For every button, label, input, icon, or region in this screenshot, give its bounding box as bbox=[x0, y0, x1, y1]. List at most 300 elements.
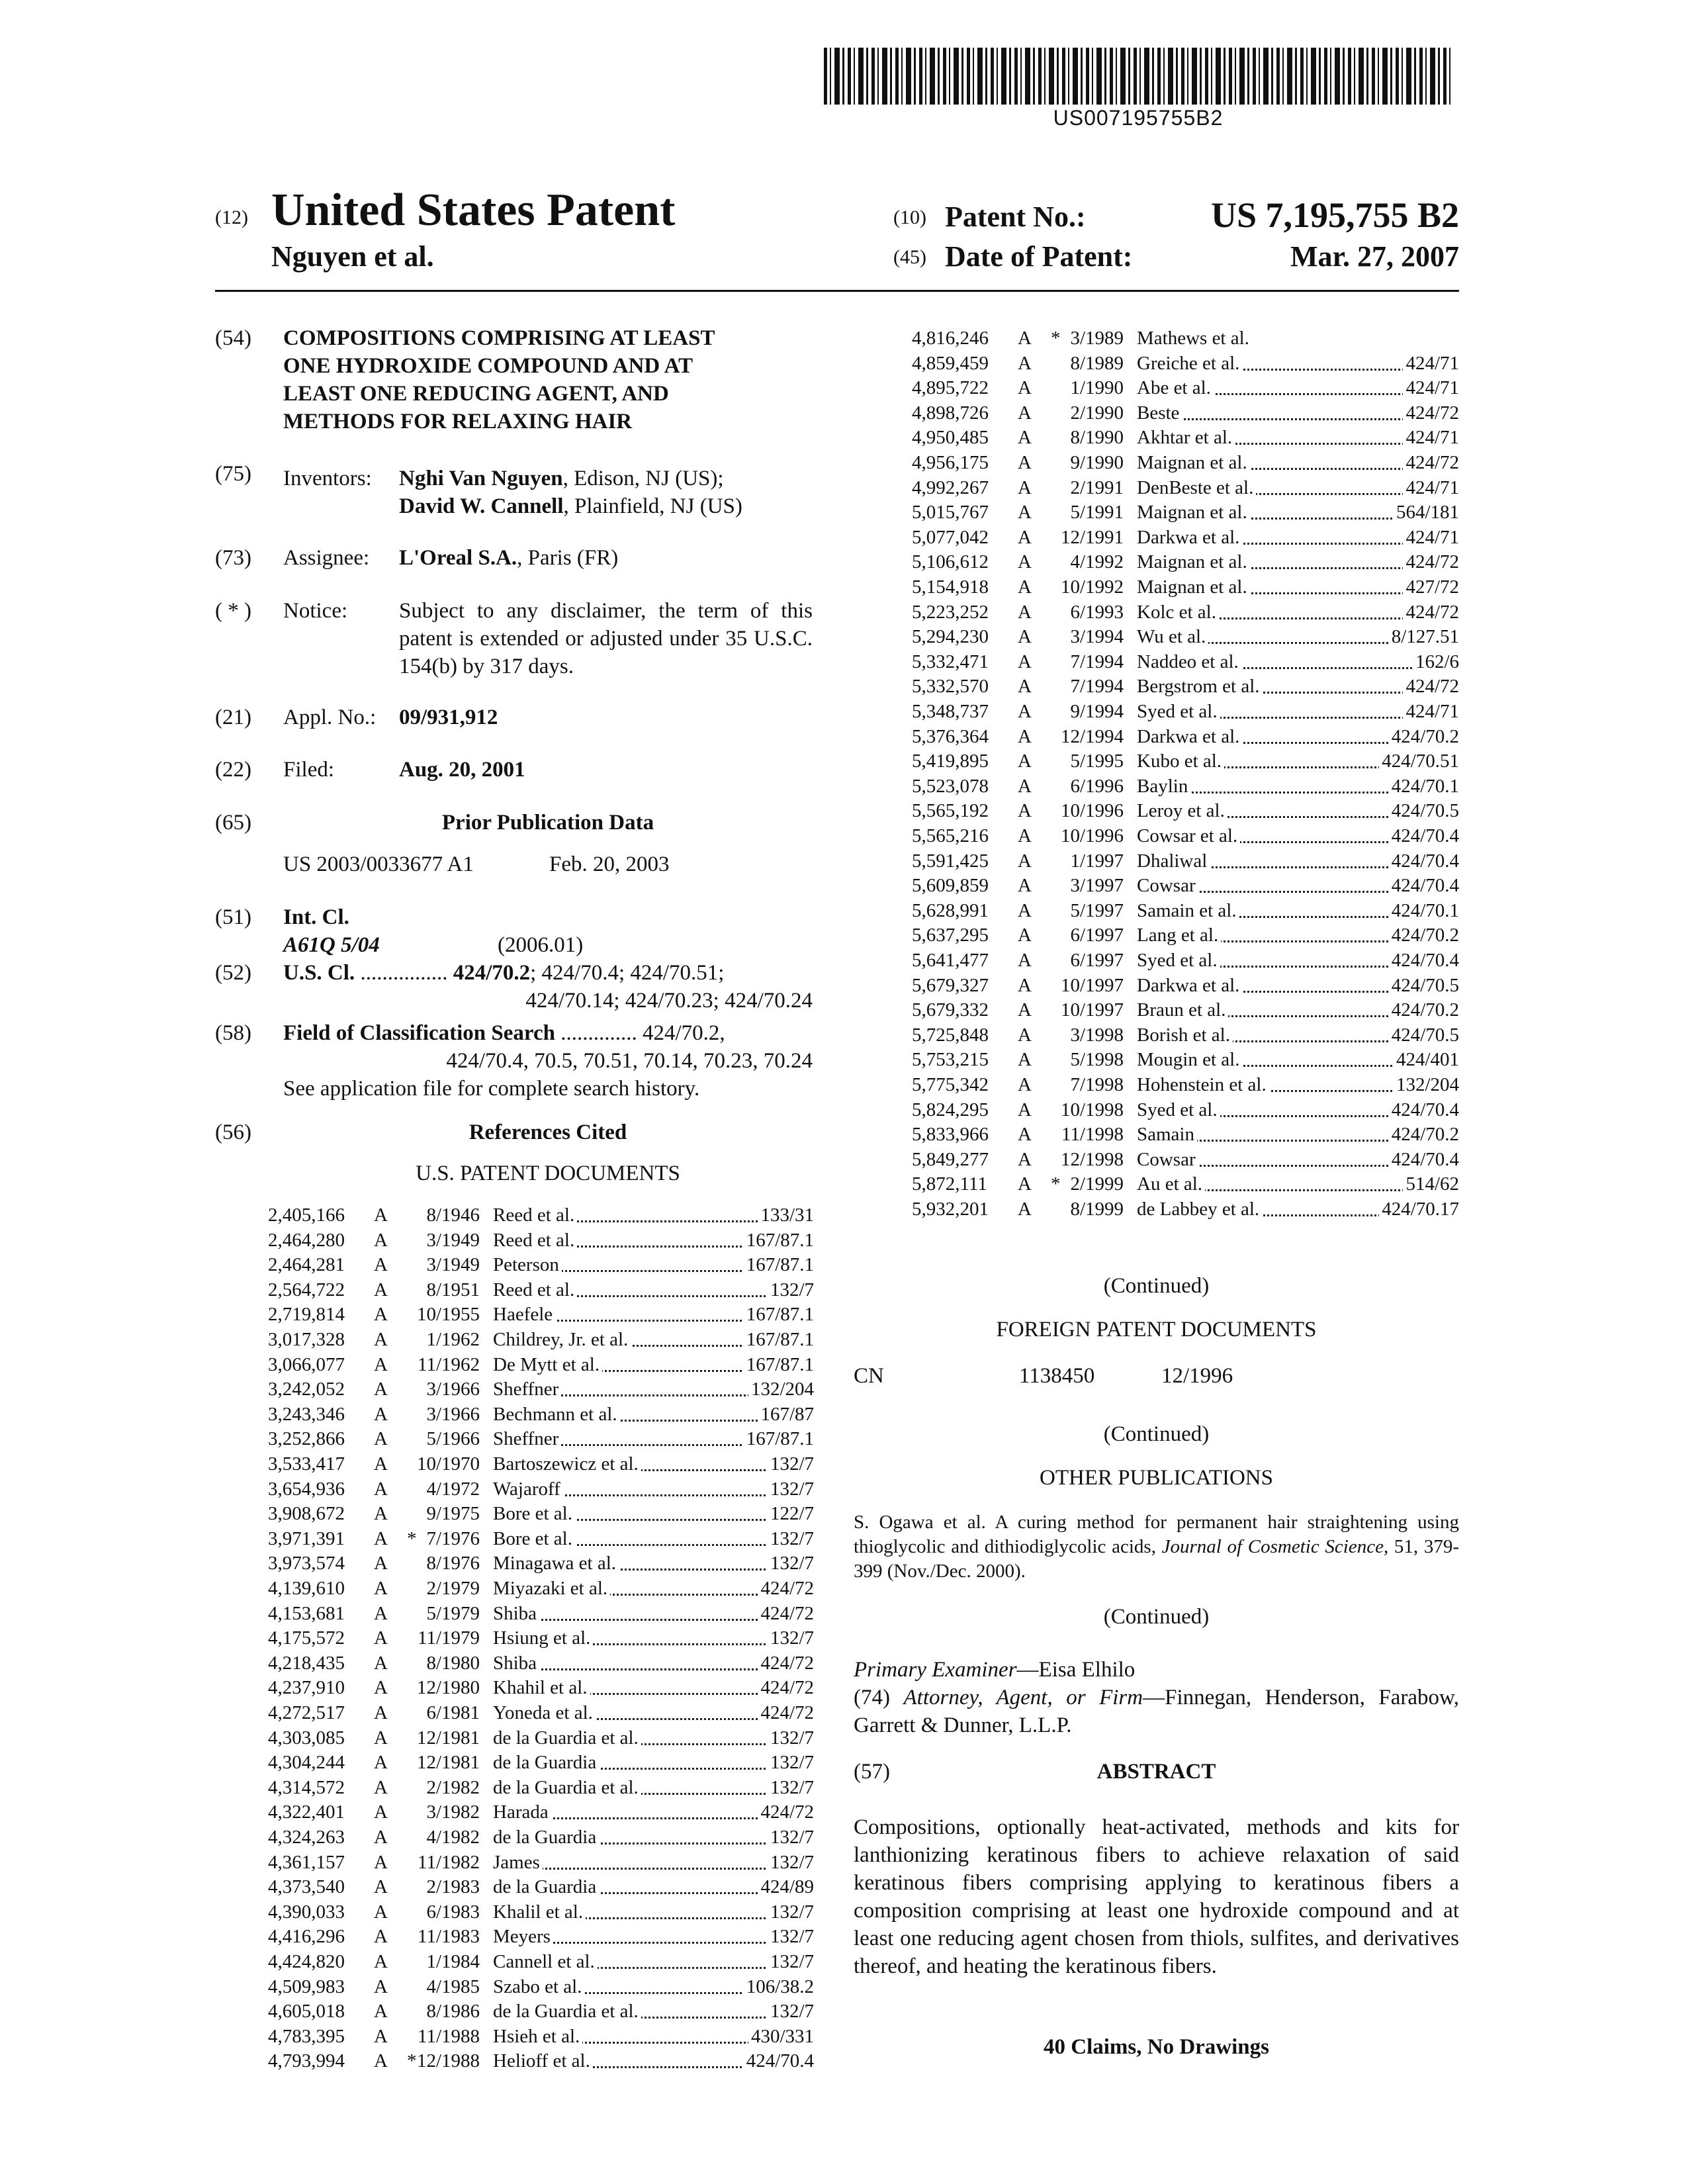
reference-name-cell bbox=[493, 1203, 814, 1228]
reference-row bbox=[268, 1900, 814, 1925]
reference-inventor: Shiba bbox=[493, 1603, 539, 1624]
reference-date: 7/1998 bbox=[1070, 1074, 1124, 1095]
reference-class: 424/70.5 bbox=[1389, 799, 1459, 823]
inventors-label: Inventors: bbox=[283, 467, 372, 490]
reference-row bbox=[268, 1651, 814, 1676]
reference-inventor: Wajaroff bbox=[493, 1479, 563, 1500]
reference-name-cell bbox=[493, 1651, 814, 1676]
reference-name-cell bbox=[1137, 451, 1459, 475]
reference-inventor: Samain bbox=[1137, 1124, 1197, 1145]
reference-name-cell bbox=[1137, 1122, 1459, 1147]
continued-pubs[interactable]: (Continued) bbox=[1103, 1605, 1210, 1629]
reference-kind: A bbox=[374, 1453, 388, 1475]
filed-date: Aug. 20, 2001 bbox=[399, 758, 525, 782]
reference-row bbox=[268, 1800, 814, 1825]
reference-row bbox=[268, 1452, 814, 1477]
reference-row bbox=[268, 1825, 814, 1850]
reference-date: 10/1970 bbox=[416, 1453, 480, 1475]
attorney-code: (74) bbox=[854, 1686, 890, 1709]
foreign-docs-heading: FOREIGN PATENT DOCUMENTS bbox=[996, 1318, 1317, 1342]
reference-number: 4,956,175 bbox=[912, 452, 989, 473]
reference-class: 424/71 bbox=[1403, 525, 1459, 550]
reference-row bbox=[912, 998, 1459, 1023]
reference-row bbox=[268, 1302, 814, 1327]
reference-kind: A bbox=[374, 1851, 388, 1873]
reference-name-cell bbox=[1137, 824, 1459, 848]
us-patent-references-right bbox=[912, 326, 1459, 1220]
reference-inventor: Maignan et al. bbox=[1137, 551, 1250, 572]
reference-inventor: Bore et al. bbox=[493, 1503, 575, 1524]
reference-kind: A bbox=[374, 1926, 388, 1948]
reference-number: 5,824,295 bbox=[912, 1099, 989, 1120]
reference-date: 6/1983 bbox=[426, 1901, 480, 1923]
reference-number: 4,304,244 bbox=[268, 1752, 345, 1774]
reference-kind: A bbox=[374, 1776, 388, 1798]
reference-class: 132/7 bbox=[768, 1999, 814, 2024]
appl-label: Appl. No.: bbox=[283, 705, 377, 729]
reference-number: 4,898,726 bbox=[912, 402, 989, 424]
reference-row bbox=[912, 600, 1459, 625]
reference-date: 7/1976 bbox=[426, 1527, 480, 1549]
reference-row bbox=[912, 525, 1459, 550]
reference-date: 2/1979 bbox=[426, 1578, 480, 1599]
reference-name-cell bbox=[1137, 948, 1459, 973]
reference-row bbox=[912, 674, 1459, 699]
field-label: Field of Classification Search bbox=[283, 1021, 555, 1045]
uscl-code: (52) bbox=[215, 961, 251, 985]
reference-class: 424/71 bbox=[1403, 476, 1459, 500]
reference-date: 8/1999 bbox=[1070, 1199, 1124, 1220]
reference-row bbox=[268, 1228, 814, 1253]
reference-name-cell bbox=[1137, 1197, 1459, 1222]
reference-kind: A bbox=[374, 1279, 388, 1300]
reference-inventor: Baylin bbox=[1137, 776, 1190, 797]
reference-date: 1/1962 bbox=[426, 1329, 480, 1350]
reference-date: 8/1989 bbox=[1070, 352, 1124, 374]
reference-row bbox=[912, 426, 1459, 450]
reference-name-cell bbox=[1137, 674, 1459, 699]
reference-class: 132/7 bbox=[768, 1751, 814, 1775]
reference-kind: A bbox=[1018, 974, 1032, 996]
reference-date: 3/1949 bbox=[426, 1229, 480, 1251]
reference-row bbox=[268, 1676, 814, 1700]
reference-date: 2/1991 bbox=[1070, 477, 1124, 498]
reference-inventor: Maignan et al. bbox=[1137, 502, 1250, 523]
reference-number: 4,390,033 bbox=[268, 1901, 345, 1923]
refs-heading: References Cited bbox=[468, 1120, 627, 1144]
reference-inventor: Lang et al. bbox=[1137, 925, 1221, 946]
reference-date: 8/1976 bbox=[426, 1553, 480, 1574]
reference-name-cell bbox=[1137, 1073, 1459, 1097]
reference-name-cell bbox=[493, 2025, 814, 2049]
reference-name-cell bbox=[493, 1776, 814, 1800]
reference-kind: A bbox=[1018, 1124, 1032, 1146]
reference-inventor: Haefele bbox=[493, 1304, 555, 1325]
reference-kind: A bbox=[374, 1379, 388, 1400]
reference-date: 11/1982 bbox=[418, 1851, 480, 1873]
reference-row bbox=[912, 1048, 1459, 1072]
prior-pub-heading: Prior Publication Data bbox=[441, 811, 654, 835]
reference-kind: A bbox=[374, 1205, 388, 1226]
reference-date: 12/1991 bbox=[1060, 526, 1124, 548]
reference-number: 5,154,918 bbox=[912, 576, 989, 598]
reference-class: 162/6 bbox=[1413, 650, 1459, 674]
reference-kind: A bbox=[1018, 1173, 1032, 1195]
inventors bbox=[399, 465, 823, 520]
reference-number: 4,139,610 bbox=[268, 1578, 345, 1599]
reference-kind: A bbox=[374, 1353, 388, 1375]
reference-inventor: Bergstrom et al. bbox=[1137, 676, 1263, 697]
assignee-code: (73) bbox=[215, 546, 251, 570]
reference-row bbox=[912, 874, 1459, 898]
reference-name-cell bbox=[493, 1228, 814, 1253]
reference-row bbox=[912, 849, 1459, 874]
title-line: LEAST ONE REDUCING AGENT, AND bbox=[283, 382, 669, 406]
reference-kind: A bbox=[374, 1627, 388, 1649]
reference-number: 3,243,346 bbox=[268, 1403, 345, 1425]
reference-number: 5,523,078 bbox=[912, 775, 989, 797]
reference-name-cell bbox=[1137, 1023, 1459, 1048]
reference-kind: A bbox=[1018, 800, 1032, 822]
reference-kind: A bbox=[1018, 328, 1032, 349]
reference-date: 2/1983 bbox=[426, 1876, 480, 1898]
reference-row bbox=[912, 451, 1459, 475]
reference-name-cell bbox=[1137, 774, 1459, 799]
reference-name-cell bbox=[1137, 1048, 1459, 1072]
assignee-label: Assignee: bbox=[283, 546, 370, 570]
reference-class: 424/70.2 bbox=[1389, 998, 1459, 1023]
reference-inventor: Maignan et al. bbox=[1137, 452, 1250, 473]
reference-class: 167/87.1 bbox=[744, 1228, 814, 1253]
reference-date: 10/1997 bbox=[1060, 999, 1124, 1021]
other-pubs-heading: OTHER PUBLICATIONS bbox=[1040, 1466, 1273, 1490]
reference-class: 132/7 bbox=[768, 1278, 814, 1302]
reference-number: 3,252,866 bbox=[268, 1428, 345, 1450]
reference-date: 1/1997 bbox=[1070, 850, 1124, 872]
reference-number: 4,783,395 bbox=[268, 2025, 345, 2047]
reference-name-cell bbox=[493, 1328, 814, 1352]
primary-examiner bbox=[854, 1656, 1135, 1684]
reference-date: 9/1975 bbox=[426, 1503, 480, 1525]
continued-us-refs[interactable]: (Continued) bbox=[1103, 1274, 1210, 1298]
reference-name-cell bbox=[493, 1551, 814, 1576]
uscl-dots: ................ bbox=[360, 961, 448, 985]
reference-row bbox=[268, 1875, 814, 1899]
reference-kind: A bbox=[374, 1503, 388, 1525]
reference-inventor: Hsieh et al. bbox=[493, 2026, 582, 2047]
reference-name-cell bbox=[1137, 550, 1459, 574]
reference-inventor: Shiba bbox=[493, 1653, 539, 1674]
prior-pub-number: US 2003/0033677 A1 bbox=[283, 852, 474, 876]
reference-number: 4,509,983 bbox=[268, 1976, 345, 1997]
reference-inventor: DenBeste et al. bbox=[1137, 477, 1256, 498]
title-line: COMPOSITIONS COMPRISING AT LEAST bbox=[283, 326, 715, 350]
reference-inventor: Sheffner bbox=[493, 1428, 561, 1449]
reference-number: 5,223,252 bbox=[912, 601, 989, 623]
reference-inventor: Greiche et al. bbox=[1137, 353, 1242, 374]
reference-kind: A bbox=[374, 1553, 388, 1574]
reference-number: 5,628,991 bbox=[912, 899, 989, 921]
reference-kind: A bbox=[374, 1403, 388, 1425]
patent-no-label: Patent No.: bbox=[945, 201, 1086, 233]
reference-row bbox=[912, 824, 1459, 848]
reference-number: 3,017,328 bbox=[268, 1329, 345, 1350]
reference-name-cell bbox=[1137, 923, 1459, 948]
appl-number: 09/931,912 bbox=[399, 705, 498, 729]
reference-class: 132/7 bbox=[768, 1551, 814, 1576]
reference-name-cell bbox=[493, 1825, 814, 1850]
reference-inventor: Darkwa et al. bbox=[1137, 527, 1242, 548]
reference-inventor: Samain et al. bbox=[1137, 900, 1239, 921]
reference-kind: A bbox=[1018, 551, 1032, 573]
reference-kind: A bbox=[374, 1801, 388, 1823]
reference-date: 9/1990 bbox=[1070, 452, 1124, 473]
reference-class: 424/70.1 bbox=[1389, 774, 1459, 799]
field-value: 424/70.2, bbox=[642, 1021, 725, 1045]
reference-row bbox=[912, 1023, 1459, 1048]
reference-kind: A bbox=[1018, 427, 1032, 449]
reference-name-cell bbox=[1137, 725, 1459, 749]
reference-name-cell bbox=[493, 1800, 814, 1825]
reference-name-cell bbox=[1137, 650, 1459, 674]
reference-inventor: Szabo et al. bbox=[493, 1976, 584, 1997]
reference-kind: A bbox=[1018, 452, 1032, 473]
reference-class: 106/38.2 bbox=[744, 1975, 814, 1999]
reference-number: 4,895,722 bbox=[912, 377, 989, 399]
reference-kind: A bbox=[1018, 850, 1032, 872]
reference-kind: A bbox=[374, 1578, 388, 1599]
reference-name-cell bbox=[1137, 1148, 1459, 1172]
reference-row bbox=[912, 948, 1459, 973]
reference-kind: A bbox=[374, 1254, 388, 1276]
reference-date: 5/1998 bbox=[1070, 1049, 1124, 1071]
reference-row bbox=[268, 1576, 814, 1601]
reference-number: 5,775,342 bbox=[912, 1074, 989, 1095]
reference-number: 5,591,425 bbox=[912, 850, 989, 872]
reference-kind: A bbox=[374, 1901, 388, 1923]
reference-class: 424/71 bbox=[1403, 351, 1459, 376]
reference-class: 132/7 bbox=[768, 1452, 814, 1477]
reference-number: 2,464,280 bbox=[268, 1229, 345, 1251]
reference-class: 424/70.2 bbox=[1389, 725, 1459, 749]
reference-class: 424/72 bbox=[758, 1602, 814, 1626]
reference-date: 6/1993 bbox=[1070, 601, 1124, 623]
reference-kind: A bbox=[374, 1727, 388, 1749]
reference-row bbox=[912, 326, 1459, 351]
reference-kind: A bbox=[374, 1752, 388, 1774]
reference-row bbox=[912, 625, 1459, 649]
reference-kind: A bbox=[1018, 950, 1032, 971]
reference-class: 132/7 bbox=[768, 1527, 814, 1551]
reference-kind: A bbox=[1018, 576, 1032, 598]
reference-number: 5,348,737 bbox=[912, 701, 989, 722]
reference-row bbox=[912, 1098, 1459, 1122]
reference-name-cell bbox=[1137, 500, 1459, 525]
reference-date: 6/1997 bbox=[1070, 950, 1124, 971]
reference-inventor: Bore et al. bbox=[493, 1528, 575, 1549]
reference-date: 3/1982 bbox=[426, 1801, 480, 1823]
reference-kind: A bbox=[374, 1329, 388, 1350]
reference-kind: A bbox=[1018, 601, 1032, 623]
reference-date: 10/1992 bbox=[1060, 576, 1124, 598]
reference-date: 11/1962 bbox=[418, 1353, 480, 1375]
reference-number: 4,324,263 bbox=[268, 1827, 345, 1848]
reference-kind: A bbox=[1018, 751, 1032, 772]
reference-class: 132/7 bbox=[768, 1825, 814, 1850]
reference-inventor: de Labbey et al. bbox=[1137, 1199, 1262, 1220]
inventor-location: , Edison, NJ (US); bbox=[562, 467, 724, 490]
reference-kind: A bbox=[1018, 925, 1032, 946]
reference-date: 11/1988 bbox=[418, 2025, 480, 2047]
reference-number: 4,605,018 bbox=[268, 2001, 345, 2023]
uscl-rest-2: 424/70.14; 424/70.23; 424/70.24 bbox=[525, 989, 813, 1013]
reference-inventor: Beste bbox=[1137, 402, 1182, 424]
reference-row bbox=[268, 1253, 814, 1277]
reference-inventor: Leroy et al. bbox=[1137, 800, 1227, 821]
reference-date: 8/1980 bbox=[426, 1652, 480, 1674]
reference-date: 3/1998 bbox=[1070, 1024, 1124, 1046]
reference-number: 5,609,859 bbox=[912, 875, 989, 897]
reference-name-cell bbox=[493, 1950, 814, 1974]
reference-number: 4,992,267 bbox=[912, 477, 989, 498]
reference-date: 12/1981 bbox=[416, 1727, 480, 1749]
reference-date: 4/1992 bbox=[1070, 551, 1124, 573]
reference-inventor: Braun et al. bbox=[1137, 999, 1228, 1021]
reference-inventor: Khahil et al. bbox=[493, 1677, 590, 1698]
reference-number: 4,322,401 bbox=[268, 1801, 345, 1823]
reference-date: 10/1996 bbox=[1060, 825, 1124, 846]
reference-kind: A bbox=[1018, 402, 1032, 424]
continued-foreign[interactable]: (Continued) bbox=[1103, 1422, 1210, 1446]
reference-class: 167/87.1 bbox=[744, 1427, 814, 1451]
reference-date: 9/1994 bbox=[1070, 701, 1124, 722]
reference-row bbox=[268, 1203, 814, 1228]
header-code-12: (12) bbox=[215, 206, 248, 228]
reference-date: 12/1998 bbox=[1060, 1148, 1124, 1170]
reference-kind: A bbox=[1018, 477, 1032, 498]
field-dots: .............. bbox=[560, 1021, 637, 1045]
reference-name-cell bbox=[493, 1452, 814, 1477]
authors: Nguyen et al. bbox=[271, 240, 434, 273]
notice-code: ( * ) bbox=[215, 599, 251, 623]
abstract-text: Compositions, optionally heat-activated, methods and kits for lanthionizing keratinous fibers to achieve relaxation of said keratinous fibers comprising applying to keratinous fibers a composition comprising at least one hydroxide compound and at least one reducing agent chosen from thiols, sulfites, and derivatives thereof, and heating the keratinous fibers. bbox=[854, 1815, 1459, 1978]
abstract-code: (57) bbox=[854, 1760, 890, 1784]
reference-class: 424/72 bbox=[1403, 401, 1459, 426]
attorney-label: Attorney, Agent, or Firm bbox=[903, 1686, 1143, 1709]
reference-row bbox=[268, 1701, 814, 1725]
reference-inventor: Wu et al. bbox=[1137, 626, 1208, 647]
reference-name-cell bbox=[1137, 749, 1459, 774]
reference-class: 514/62 bbox=[1403, 1172, 1459, 1197]
reference-kind: A bbox=[1018, 626, 1032, 648]
reference-number: 5,849,277 bbox=[912, 1148, 989, 1170]
reference-date: 6/1981 bbox=[426, 1702, 480, 1723]
header-code-45: (45) bbox=[893, 246, 926, 268]
abstract-heading: ABSTRACT bbox=[1096, 1760, 1216, 1784]
reference-inventor: Hohenstein et al. bbox=[1137, 1074, 1269, 1095]
reference-inventor: Peterson bbox=[493, 1254, 562, 1275]
reference-name-cell bbox=[1137, 351, 1459, 376]
filed-code: (22) bbox=[215, 758, 251, 782]
reference-class: 424/70.4 bbox=[1389, 948, 1459, 973]
reference-kind: A bbox=[374, 1304, 388, 1326]
field-note: See application file for complete search history. bbox=[283, 1077, 700, 1101]
reference-name-cell bbox=[1137, 525, 1459, 550]
reference-number: 5,641,477 bbox=[912, 950, 989, 971]
reference-date: 5/1995 bbox=[1070, 751, 1124, 772]
reference-number: 4,361,157 bbox=[268, 1851, 345, 1873]
prior-pub-date: Feb. 20, 2003 bbox=[549, 852, 670, 876]
reference-inventor: de la Guardia bbox=[493, 1827, 599, 1848]
reference-inventor: Au et al. bbox=[1137, 1173, 1205, 1195]
reference-name-cell bbox=[493, 1626, 814, 1651]
reference-number: 4,303,085 bbox=[268, 1727, 345, 1749]
reference-name-cell bbox=[1137, 426, 1459, 450]
reference-kind: A bbox=[1018, 775, 1032, 797]
reference-date: 3/1997 bbox=[1070, 875, 1124, 897]
reference-date: 6/1997 bbox=[1070, 925, 1124, 946]
publication-text: S. Ogawa et al. A curing method for permanent hair straightening using thioglycolic and dithiodiglycolic acids, bbox=[854, 1512, 1459, 1557]
reference-date: 1/1984 bbox=[426, 1951, 480, 1972]
reference-inventor: Borish et al. bbox=[1137, 1024, 1233, 1046]
reference-class: 424/70.4 bbox=[744, 2049, 814, 2073]
reference-cited-by-examiner: * bbox=[407, 2050, 417, 2072]
field-of-search bbox=[283, 1019, 813, 1047]
reference-inventor: Meyers bbox=[493, 1926, 553, 1947]
reference-date: 4/1972 bbox=[426, 1478, 480, 1500]
reference-kind: A bbox=[374, 1702, 388, 1723]
reference-name-cell bbox=[1137, 874, 1459, 898]
reference-class: 132/204 bbox=[1394, 1073, 1459, 1097]
reference-name-cell bbox=[493, 1676, 814, 1700]
reference-class: 424/70.4 bbox=[1389, 1098, 1459, 1122]
reference-inventor: De Mytt et al. bbox=[493, 1354, 602, 1375]
reference-name-cell bbox=[493, 1477, 814, 1502]
reference-date: 10/1998 bbox=[1060, 1099, 1124, 1120]
reference-inventor: Syed et al. bbox=[1137, 701, 1220, 722]
reference-name-cell bbox=[493, 1278, 814, 1302]
reference-row bbox=[268, 1502, 814, 1526]
reference-class: 424/70.5 bbox=[1389, 974, 1459, 998]
reference-date: 11/1983 bbox=[418, 1926, 480, 1948]
reference-inventor: Reed et al. bbox=[493, 1279, 577, 1300]
field-value-2: 424/70.4, 70.5, 70.51, 70.14, 70.23, 70.24 bbox=[446, 1049, 813, 1073]
reference-row bbox=[912, 774, 1459, 799]
reference-class: 424/70.4 bbox=[1389, 1148, 1459, 1172]
reference-row bbox=[912, 1148, 1459, 1172]
reference-inventor: Minagawa et al. bbox=[493, 1553, 619, 1574]
header-divider bbox=[215, 290, 1459, 292]
reference-row bbox=[268, 1751, 814, 1775]
notice-label: Notice: bbox=[283, 599, 348, 623]
reference-date: 3/1989 bbox=[1070, 328, 1124, 349]
reference-kind: A bbox=[1018, 1199, 1032, 1220]
reference-inventor: Childrey, Jr. et al. bbox=[493, 1329, 631, 1350]
reference-date: 12/1988 bbox=[416, 2050, 480, 2072]
reference-name-cell bbox=[1137, 1172, 1459, 1197]
reference-date: 11/1998 bbox=[1061, 1124, 1124, 1146]
reference-inventor: Hsiung et al. bbox=[493, 1627, 593, 1649]
reference-name-cell bbox=[493, 1602, 814, 1626]
reference-kind: A bbox=[1018, 377, 1032, 399]
reference-cited-by-examiner: * bbox=[407, 1527, 417, 1549]
publication-details: , 51, 379-399 (Nov./Dec. 2000). bbox=[854, 1536, 1459, 1582]
reference-inventor: Darkwa et al. bbox=[1137, 975, 1242, 996]
reference-kind: A bbox=[374, 1602, 388, 1624]
reference-class: 132/204 bbox=[748, 1377, 814, 1402]
reference-class: 132/7 bbox=[768, 1950, 814, 1974]
reference-row bbox=[912, 575, 1459, 600]
